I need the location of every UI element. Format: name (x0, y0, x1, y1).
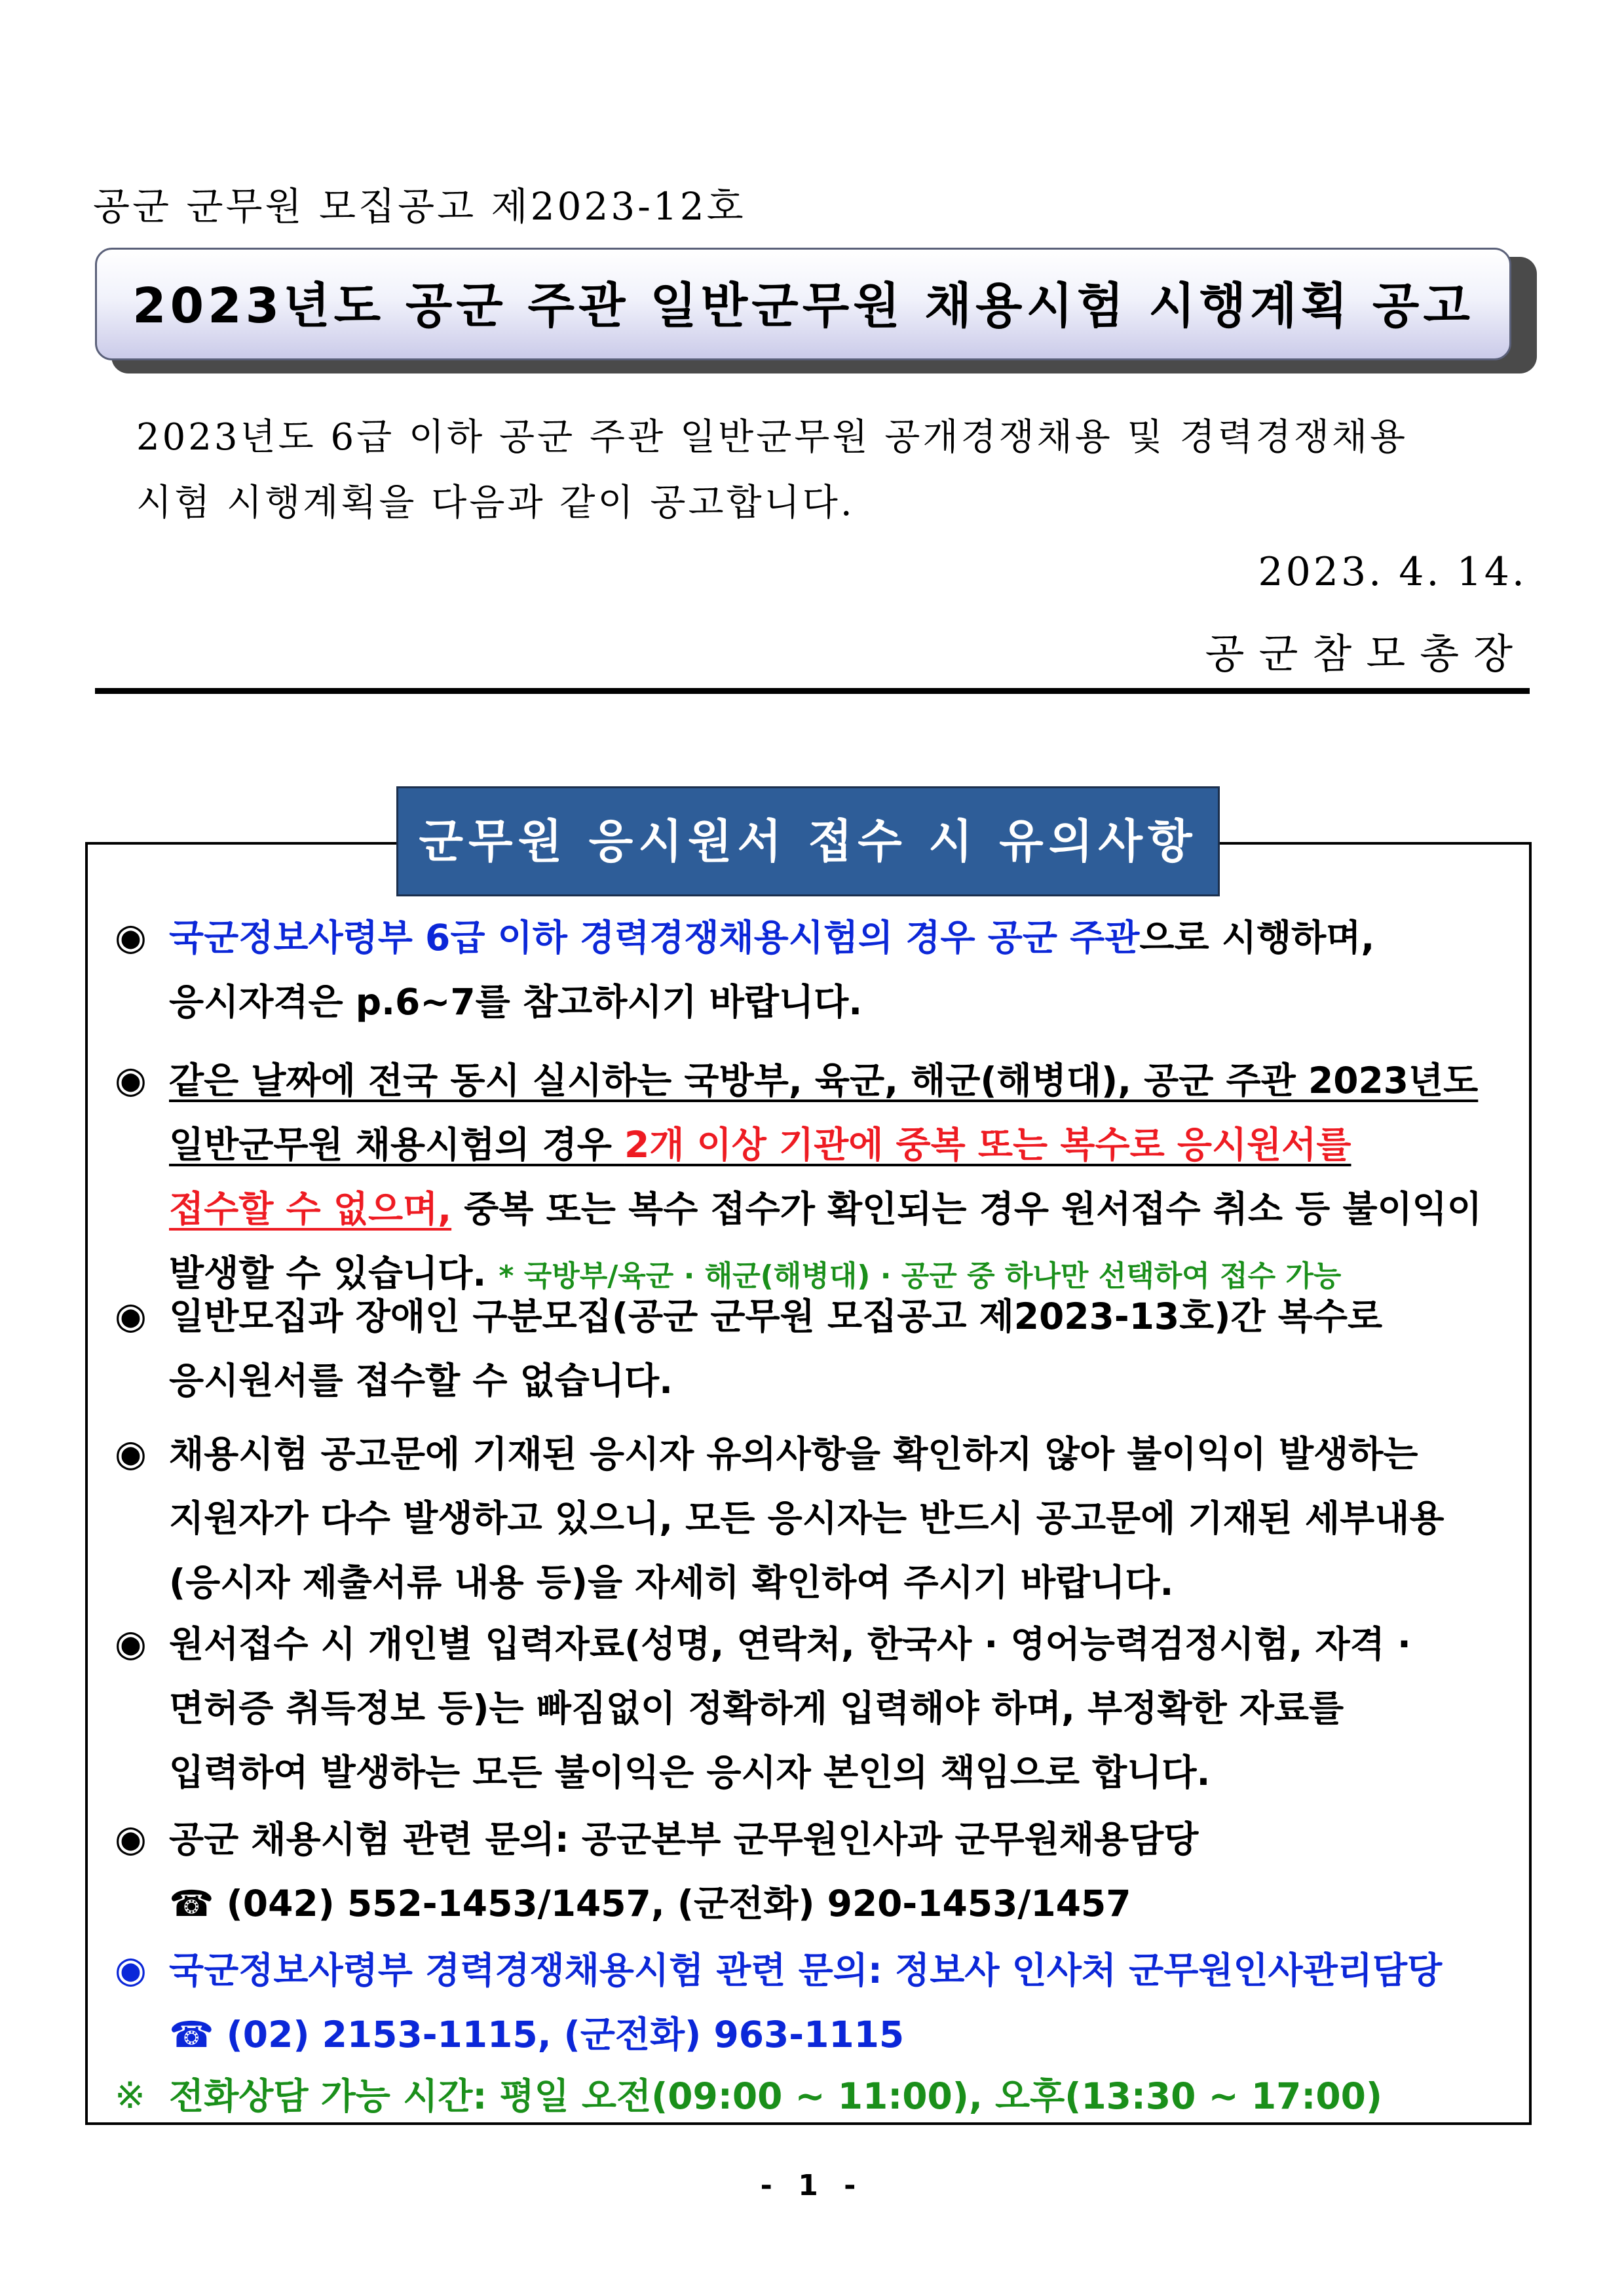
bullet-icon: ◉ (115, 1818, 147, 1860)
bullet-icon: ◉ (115, 916, 147, 959)
item-text: 입력하여 발생하는 모든 불이익은 응시자 본인의 책임으로 합니다. (169, 1751, 1211, 1793)
highlight-text: 국군정보사령부 6급 이하 경력경쟁채용시험의 경우 공군 주관 (169, 917, 1140, 959)
item-text: 발생할 수 있습니다. (169, 1252, 487, 1294)
phone-icon: ☎ (169, 2014, 214, 2056)
announcement-date: 2023. 4. 14. (1258, 549, 1527, 595)
item-text: 면허증 취득정보 등)는 빠짐없이 정확하게 입력해야 하며, 부정확한 자료를 (169, 1687, 1344, 1729)
item-text: 일반모집과 장애인 구분모집(공군 군무원 모집공고 제2023-13호)간 복수로 (169, 1295, 1383, 1337)
bullet-icon: ◉ (115, 1432, 147, 1475)
bullet-icon: ◉ (115, 1059, 147, 1101)
note-text: * 국방부/육군 · 해군(해병대) · 공군 중 하나만 선택하여 접수 가능 (499, 1259, 1342, 1293)
item-text: 채용시험 공고문에 기재된 응시자 유의사항을 확인하지 않아 불이익이 발생하는 (169, 1433, 1418, 1475)
item-text: 응시자격은 p.6~7를 참고하시기 바랍니다. (169, 981, 863, 1023)
intro-line: 시험 시행계획을 다음과 같이 공고합니다. (136, 482, 855, 524)
bullet-icon: ◉ (115, 1949, 147, 1991)
item-text: 으로 시행하며, (1139, 917, 1375, 959)
item-text: 같은 날짜에 전국 동시 실시하는 국방부, 육군, 해군(해병대), 공군 주관 2023년도 (169, 1060, 1479, 1101)
warning-text: 접수할 수 없으며, (169, 1188, 452, 1230)
intro-paragraph (136, 405, 1512, 536)
document-title: 2023년도 공군 주관 일반군무원 채용시험 시행계획 공고 (132, 278, 1474, 334)
phone-numbers: (042) 552-1453/1457, (군전화) 920-1453/1457 (226, 1883, 1131, 1924)
note-icon: ※ (115, 2075, 145, 2117)
warning-text: 2개 이상 기관에 중복 또는 복수로 응시원서를 (624, 1124, 1351, 1166)
item-text: (응시자 제출서류 내용 등)을 자세히 확인하여 주시기 바랍니다. (169, 1561, 1174, 1603)
item-text: 국군정보사령부 경력경쟁채용시험 관련 문의: 정보사 인사처 군무원인사관리담당 (169, 1949, 1443, 1991)
phone-icon: ☎ (169, 1883, 214, 1924)
intro-line: 2023년도 6급 이하 공군 주관 일반군무원 공개경쟁채용 및 경력경쟁채용 (136, 416, 1408, 459)
bullet-icon: ◉ (115, 1295, 147, 1337)
issuer-name: 공군참모총장 (1205, 630, 1527, 678)
bullet-icon: ◉ (115, 1622, 147, 1665)
item-text: 중복 또는 복수 접수가 확인되는 경우 원서접수 취소 등 불이익이 (451, 1188, 1482, 1230)
item-text: 원서접수 시 개인별 입력자료(성명, 연락처, 한국사 · 영어능력검정시험, 자격 · (169, 1623, 1411, 1665)
notice-header: 군무원 응시원서 접수 시 유의사항 (396, 786, 1220, 896)
item-text: 전화상담 가능 시간: 평일 오전(09:00 ~ 11:00), 오후(13:30 ~ 17:00) (169, 2075, 1383, 2117)
phone-numbers: (02) 2153-1115, (군전화) 963-1115 (226, 2014, 905, 2056)
item-text: 공군 채용시험 관련 문의: 공군본부 군무원인사과 군무원채용담당 (169, 1818, 1199, 1860)
divider-line (95, 688, 1530, 694)
item-text: 지원자가 다수 발생하고 있으니, 모든 응시자는 반드시 공고문에 기재된 세부내용 (169, 1497, 1445, 1539)
notice-number: 공군 군무원 모집공고 제2023-12호 (93, 184, 746, 229)
title-box (95, 248, 1511, 360)
page-number: - 1 - (760, 2169, 864, 2202)
item-text: 일반군무원 채용시험의 경우 (169, 1124, 625, 1166)
item-text: 응시원서를 접수할 수 없습니다. (169, 1360, 673, 1402)
